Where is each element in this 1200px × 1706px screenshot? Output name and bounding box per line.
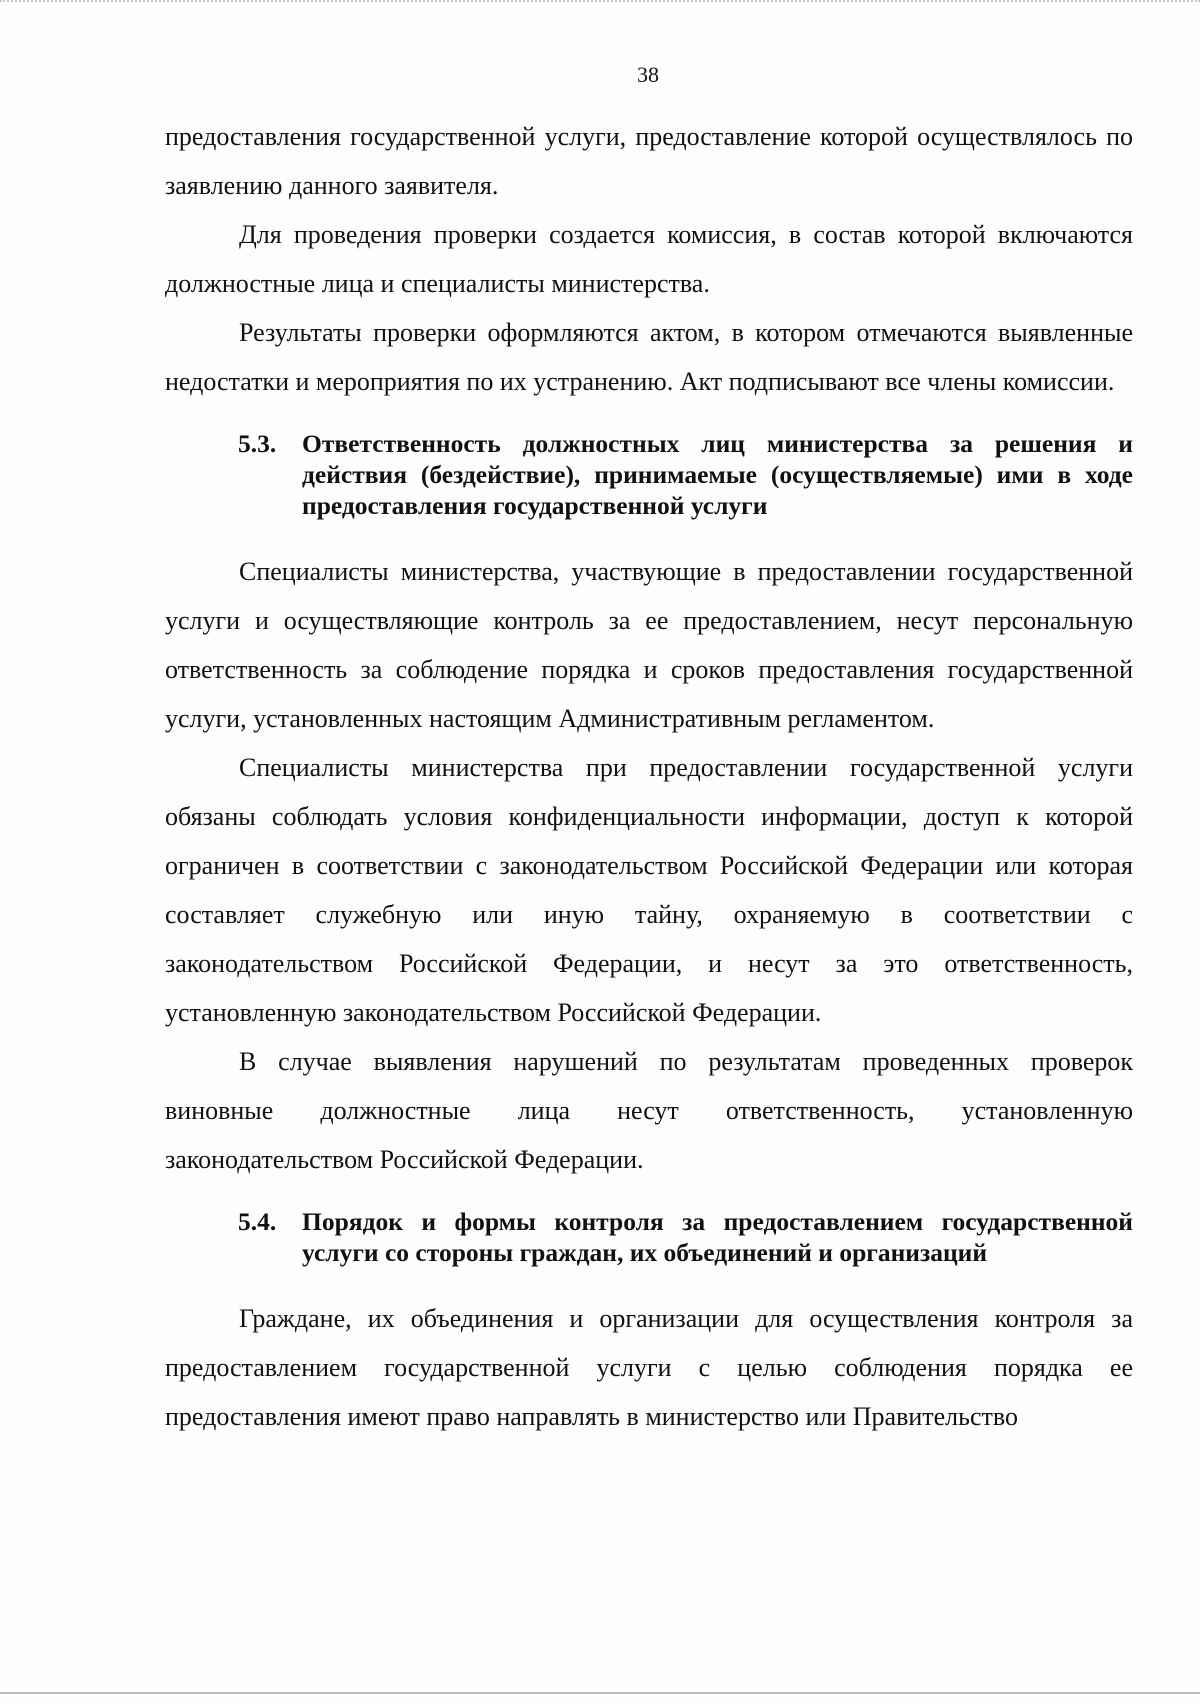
section-heading-5-3 [165, 428, 1133, 521]
section-number: 5.4. [238, 1207, 277, 1236]
scan-edge-top [0, 0, 1200, 12]
paragraph: В случае выявления нарушений по результатам проведенных проверок виновные должностные лица несут ответственность, установленную законодательством Российской Федерации. [165, 1047, 1133, 1174]
paragraph: Для проведения проверки создается комиссия, в состав которой включаются должностные лица и специалисты министерства. [165, 220, 1133, 298]
paragraph: Граждане, их объединения и организации для осуществления контроля за предоставлением государственной услуги с целью соблюдения порядка ее предоставления имеют право направлять в министерство или Правительство [165, 1304, 1133, 1431]
section-title: Порядок и формы контроля за предоставлением государственной услуги со стороны граждан, их объединений и организаций [302, 1207, 1133, 1267]
paragraph-continuation: предоставления государственной услуги, предоставление которой осуществлялось по заявлению данного заявителя. [165, 122, 1133, 200]
paragraph: Специалисты министерства при предоставлении государственной услуги обязаны соблюдать условия конфиденциальности информации, доступ к которой ограничен в соответствии с законодательством Российской Федерации или которая составляет служебную или иную тайну, охраняемую в соответствии с законодательством Российской Федерации, и несут за это ответственность, установленную законодательством Российской Федерации. [165, 753, 1133, 1027]
paragraph: Специалисты министерства, участвующие в предоставлении государственной услуги и осуществляющие контроль за ее предоставлением, несут персональную ответственность за соблюдение порядка и сроков предоставления государственной услуги, установленных настоящим Административным регламентом. [165, 557, 1133, 733]
paragraph: Результаты проверки оформляются актом, в котором отмечаются выявленные недостатки и мероприятия по их устранению. Акт подписывают все члены комиссии. [165, 318, 1133, 396]
section-number: 5.3. [238, 429, 277, 458]
section-title: Ответственность должностных лиц министерства за решения и действия (бездействие), принимаемые (осуществляемые) ими в ходе предоставления государственной услуги [302, 429, 1133, 520]
section-heading-5-4 [165, 1206, 1133, 1268]
document-body [165, 112, 1133, 1441]
page-number: 38 [637, 62, 659, 87]
